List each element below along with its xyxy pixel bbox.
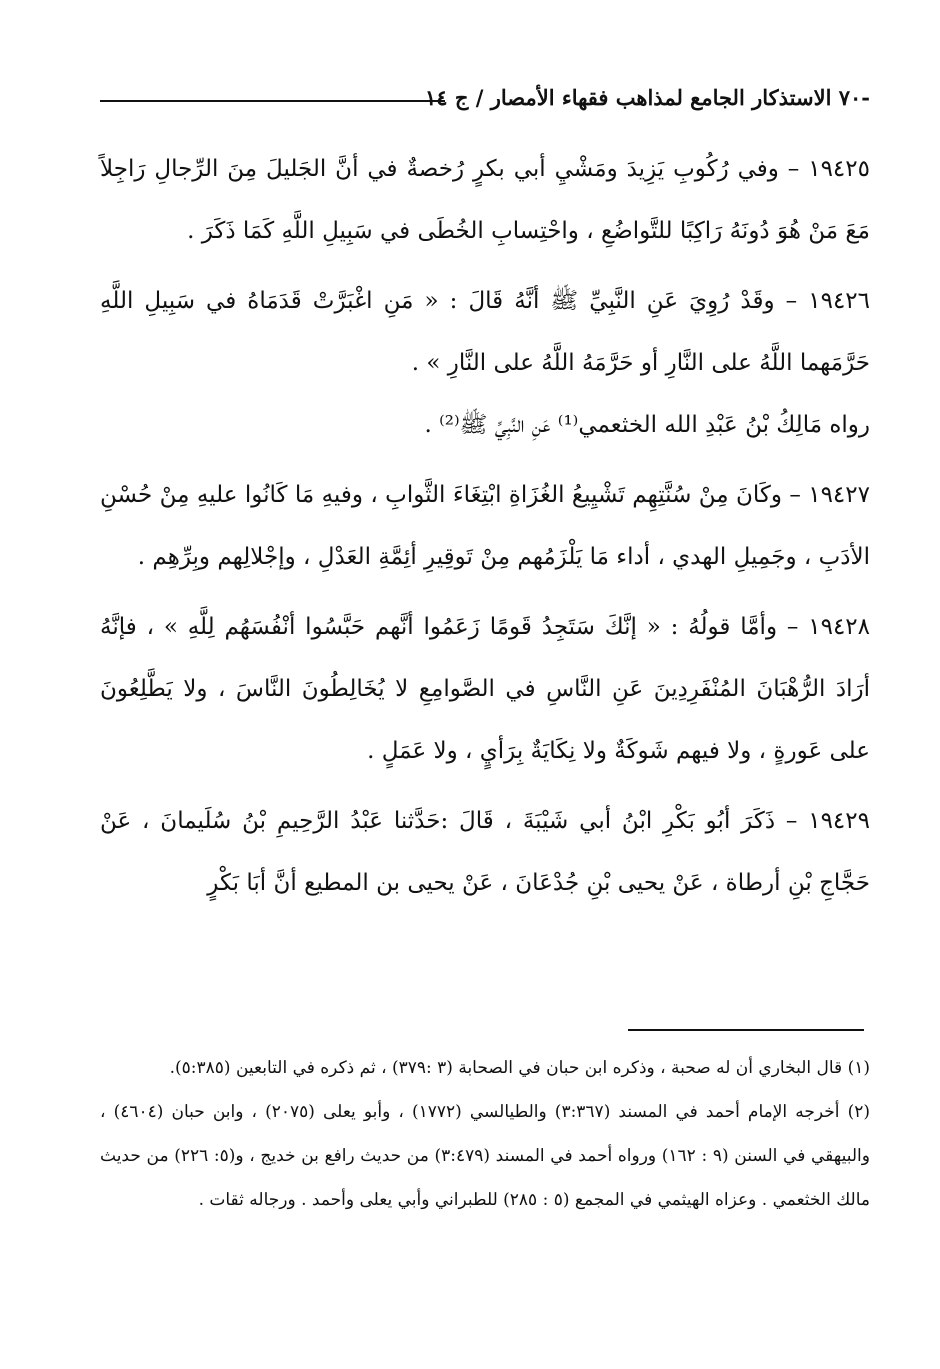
- main-text: [100, 138, 870, 914]
- paragraph-19428: [100, 596, 870, 782]
- paragraph-text: – وقَدْ رُوِيَ عَنِ النَّبِيِّ ﷺ أنَّهُ قَالَ : « مَنِ اغْبَرَّتْ قَدَمَاهُ في سَبِيلِ اللَّهِ حَرَّمَهما اللَّهُ على النَّارِ أو حَرَّمَهُ اللَّهُ على النَّارِ » .: [100, 288, 870, 376]
- footnote-marker: (١): [847, 1058, 870, 1078]
- footnotes: [100, 1046, 870, 1222]
- paragraph-text: – وكَانَ مِنْ سُنَّتِهِم تَشْيِيعُ الغُزَاةِ ابْتِغَاءَ الثَّوابِ ، وفيهِ مَا كَانُوا عليهِ مِنْ حُسْنِ الأدَبِ ، وجَمِيلِ الهدي ، أداء مَا يَلْزَمُهم مِنْ تَوقِيرِ أئِمَّةِ العَدْلِ ، وإجْلالِهم وبِرِّهِم .: [100, 482, 870, 570]
- footnote-text: قال البخاري أن له صحبة ، وذكره ابن حبان في الصحابة (٣ :٣٧٩) ، ثم ذكره في التابعين (٥:٣٨٥).: [169, 1058, 843, 1078]
- paragraph-number: ١٩٤٢٦: [808, 288, 871, 314]
- paragraph-19427: [100, 464, 870, 588]
- paragraph-number: ١٩٤٢٥: [808, 156, 870, 182]
- paragraph-text: – ذَكَرَ أبُو بَكْرِ ابْنُ أبي شَيْبَةَ ، قَالَ :حَدَّثنا عَبْدُ الرَّحِيمِ بْنُ سُلَيمانَ ، عَنْ حَجَّاجِ بْنِ أرطاة ، عَنْ يحيى بْنِ جُدْعَانَ ، عَنْ يحيى بن المطيع أنَّ أبَا بَكْرٍ: [100, 808, 870, 896]
- paragraph-text: – وفي رُكُوبِ يَزِيدَ ومَشْيِ أبي بكرٍ رُخصةٌ في أنَّ الجَليلَ مِنَ الرِّجالِ رَاجِلاً مَعَ مَنْ هُوَ دُونَهُ رَاكِبًا للتَّواضُعِ ، واحْتِسابِ الخُطَى في سَبِيلِ اللَّهِ كَمَا ذَكَرَ .: [100, 156, 870, 244]
- paragraph-number: ١٩٤٢٨: [808, 614, 871, 640]
- footnote-1: [100, 1046, 870, 1090]
- running-title: الاستذكار الجامع لمذاهب فقهاء الأمصار / ج ١٤: [425, 85, 832, 110]
- paragraph-19426: [100, 270, 870, 394]
- paragraph-narration: [100, 394, 870, 456]
- paragraph-number: ١٩٤٢٧: [808, 482, 870, 508]
- footnote-2: [100, 1090, 870, 1222]
- header-line: [425, 80, 870, 116]
- paragraph-number: ١٩٤٢٩: [808, 808, 870, 834]
- paragraph-19425: [100, 138, 870, 262]
- footnote-separator: [628, 1029, 864, 1031]
- header-rule: [100, 100, 445, 102]
- page-header: [100, 80, 870, 116]
- paragraph-text: رواه مَالِكُ بْنُ عَبْدِ الله الخثعمي⁽¹⁾ عَنِ النَّبِيِّ ﷺ⁽²⁾ .: [424, 412, 870, 438]
- paragraph-19429: [100, 790, 870, 914]
- footnote-marker: (٢): [847, 1102, 870, 1122]
- footnote-text: أخرجه الإمام أحمد في المسند (٣:٣٦٧) والطيالسي (١٧٧٢) ، وأبو يعلى (٢٠٧٥) ، وابن حبان (٤٦٠٤) ، والبيهقي في السنن (٩ : ١٦٢) ورواه أحمد في المسند (٣:٤٧٩) من حديث رافع بن خديج ، و(٥: ٢٢٦) من حديث مالك الخثعمي . وعزاه الهيثمي في المجمع (٥ : ٢٨٥) للطبراني وأبي يعلى وأحمد . ورجاله ثقات .: [100, 1102, 870, 1210]
- page-number: -٧٠: [838, 85, 870, 110]
- paragraph-text: – وأمَّا قولُهُ : « إنَّكَ سَتَجِدُ قَومًا زَعَمُوا أنَّهم حَبَّسُوا أنْفُسَهُم لِلَّهِ » ، فإنَّهُ أرَادَ الرُّهْبَانَ المُنْفَرِدِينَ عَنِ النَّاسِ في الصَّوامِعِ لا يُخَالِطُونَ النَّاسَ ، ولا يَطَّلِعُونَ على عَورةٍ ، ولا فيهم شَوكَةٌ ولا نِكَايَةٌ بِرَأيٍ ، ولا عَمَلٍ .: [100, 614, 870, 764]
